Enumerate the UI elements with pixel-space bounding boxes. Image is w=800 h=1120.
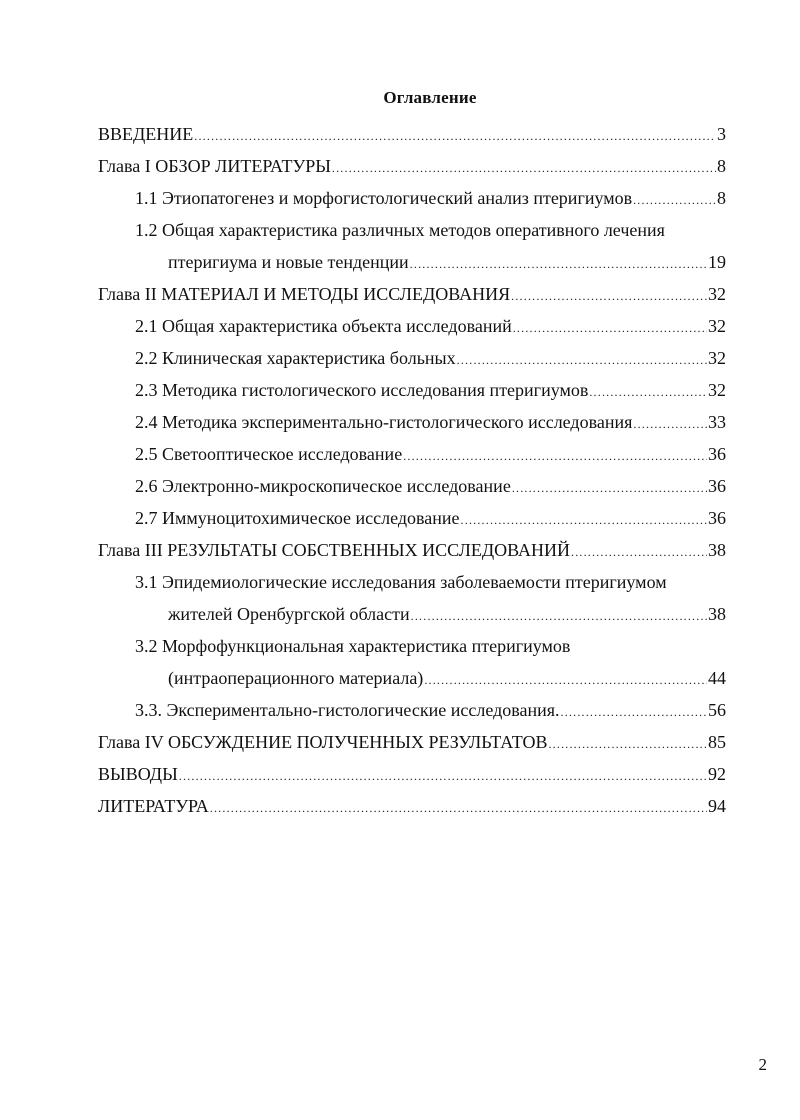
toc-entry-page: 44 — [708, 668, 726, 688]
toc-entry-2-4[interactable] — [98, 406, 726, 438]
leader-dots — [194, 120, 716, 152]
leader-dots — [512, 472, 707, 504]
leader-dots — [571, 536, 707, 568]
leader-dots — [633, 184, 716, 216]
leader-dots — [511, 280, 707, 312]
toc-entry-page: 32 — [708, 380, 726, 400]
toc-entry-page: 8 — [717, 156, 726, 176]
toc-entry-label: ВВЕДЕНИЕ — [98, 124, 194, 144]
toc-entry-3-2-cont[interactable] — [98, 662, 726, 694]
toc-entry-label: 2.6 Электронно-микроскопическое исследование — [135, 476, 511, 496]
toc-entry-label: 2.4 Методика экспериментально-гистологического исследования — [135, 412, 633, 432]
toc-entry-page: 3 — [717, 124, 726, 144]
leader-dots — [332, 152, 716, 184]
toc-entry-3-1[interactable] — [98, 566, 726, 598]
toc-entry-label: 1.1 Этиопатогенез и морфогистологический анализ птеригиумов — [135, 188, 633, 208]
toc-entry-1-1[interactable] — [98, 182, 726, 214]
toc-entry-page: 38 — [708, 604, 726, 624]
leader-dots — [403, 440, 707, 472]
toc-entry-page: 32 — [708, 284, 726, 304]
toc-entry-3-2[interactable] — [98, 630, 726, 662]
toc-entry-chapter-2[interactable] — [98, 278, 726, 310]
toc-entry-label: жителей Оренбургской области — [168, 604, 410, 624]
toc-entry-label: 2.2 Клиническая характеристика больных — [135, 348, 456, 368]
leader-dots — [457, 344, 707, 376]
toc-entry-chapter-3[interactable] — [98, 534, 726, 566]
leader-dots — [589, 376, 707, 408]
toc-entry-label: 3.1 Эпидемиологические исследования заболеваемости птеригиумом — [135, 572, 667, 592]
leader-dots — [633, 408, 707, 440]
toc-entry-label: 2.3 Методика гистологического исследования птеригиумов — [135, 380, 589, 400]
toc-entry-label: Глава II МАТЕРИАЛ И МЕТОДЫ ИССЛЕДОВАНИЯ — [98, 284, 511, 304]
toc-entry-page: 92 — [708, 764, 726, 784]
toc-entry-page: 36 — [708, 476, 726, 496]
toc-entry-page: 85 — [708, 732, 726, 752]
toc-entry-2-6[interactable] — [98, 470, 726, 502]
toc-entry-page: 33 — [708, 412, 726, 432]
leader-dots — [513, 312, 707, 344]
leader-dots — [410, 248, 707, 280]
toc-entry-2-3[interactable] — [98, 374, 726, 406]
toc-entry-label: ВЫВОДЫ — [98, 764, 178, 784]
toc-title: Оглавление — [383, 88, 477, 107]
toc-entry-page: 32 — [708, 348, 726, 368]
leader-dots — [548, 728, 707, 760]
toc-entry-chapter-1[interactable] — [98, 150, 726, 182]
toc-entry-label: 1.2 Общая характеристика различных методов оперативного лечения — [135, 220, 665, 240]
toc-entry-label: 2.5 Светооптическое исследование — [135, 444, 403, 464]
toc-entry-label: Глава I ОБЗОР ЛИТЕРАТУРЫ — [98, 156, 331, 176]
toc-entry-label: 3.2 Морфофункциональная характеристика птеригиумов — [135, 636, 571, 656]
page-number: 2 — [758, 1055, 767, 1074]
toc-entry-label: птеригиума и новые тенденции — [168, 252, 409, 272]
toc-entry-2-1[interactable] — [98, 310, 726, 342]
toc-entry-label: Глава III РЕЗУЛЬТАТЫ СОБСТВЕННЫХ ИССЛЕДОВАНИЙ — [98, 540, 570, 560]
leader-dots — [424, 664, 707, 696]
toc-entry-chapter-4[interactable] — [98, 726, 726, 758]
toc-entry-label: (интраоперационного материала) — [168, 668, 424, 688]
table-of-contents — [98, 118, 726, 822]
toc-entry-1-2[interactable] — [98, 214, 726, 246]
leader-dots — [210, 792, 707, 824]
leader-dots — [561, 696, 707, 728]
toc-entry-conclusions[interactable] — [98, 758, 726, 790]
toc-entry-references[interactable] — [98, 790, 726, 822]
toc-entry-page: 36 — [708, 508, 726, 528]
toc-entry-label: 2.7 Иммуноцитохимическое исследование — [135, 508, 460, 528]
toc-entry-3-1-cont[interactable] — [98, 598, 726, 630]
toc-entry-page: 94 — [708, 796, 726, 816]
toc-entry-3-3[interactable] — [98, 694, 726, 726]
toc-entry-1-2-cont[interactable] — [98, 246, 726, 278]
toc-entry-label: 2.1 Общая характеристика объекта исследований — [135, 316, 512, 336]
toc-entry-page: 32 — [708, 316, 726, 336]
toc-entry-label: Глава IV ОБСУЖДЕНИЕ ПОЛУЧЕННЫХ РЕЗУЛЬТАТОВ — [98, 732, 548, 752]
toc-entry-page: 38 — [708, 540, 726, 560]
toc-entry-2-2[interactable] — [98, 342, 726, 374]
toc-entry-introduction[interactable] — [98, 118, 726, 150]
toc-entry-2-5[interactable] — [98, 438, 726, 470]
leader-dots — [461, 504, 707, 536]
leader-dots — [179, 760, 707, 792]
toc-entry-label: 3.3. Экспериментально-гистологические исследования. — [135, 700, 560, 720]
toc-entry-page: 8 — [717, 188, 726, 208]
toc-entry-2-7[interactable] — [98, 502, 726, 534]
toc-entry-label: ЛИТЕРАТУРА — [98, 796, 209, 816]
toc-entry-page: 36 — [708, 444, 726, 464]
leader-dots — [411, 600, 707, 632]
toc-entry-page: 19 — [708, 252, 726, 272]
toc-entry-page: 56 — [708, 700, 726, 720]
